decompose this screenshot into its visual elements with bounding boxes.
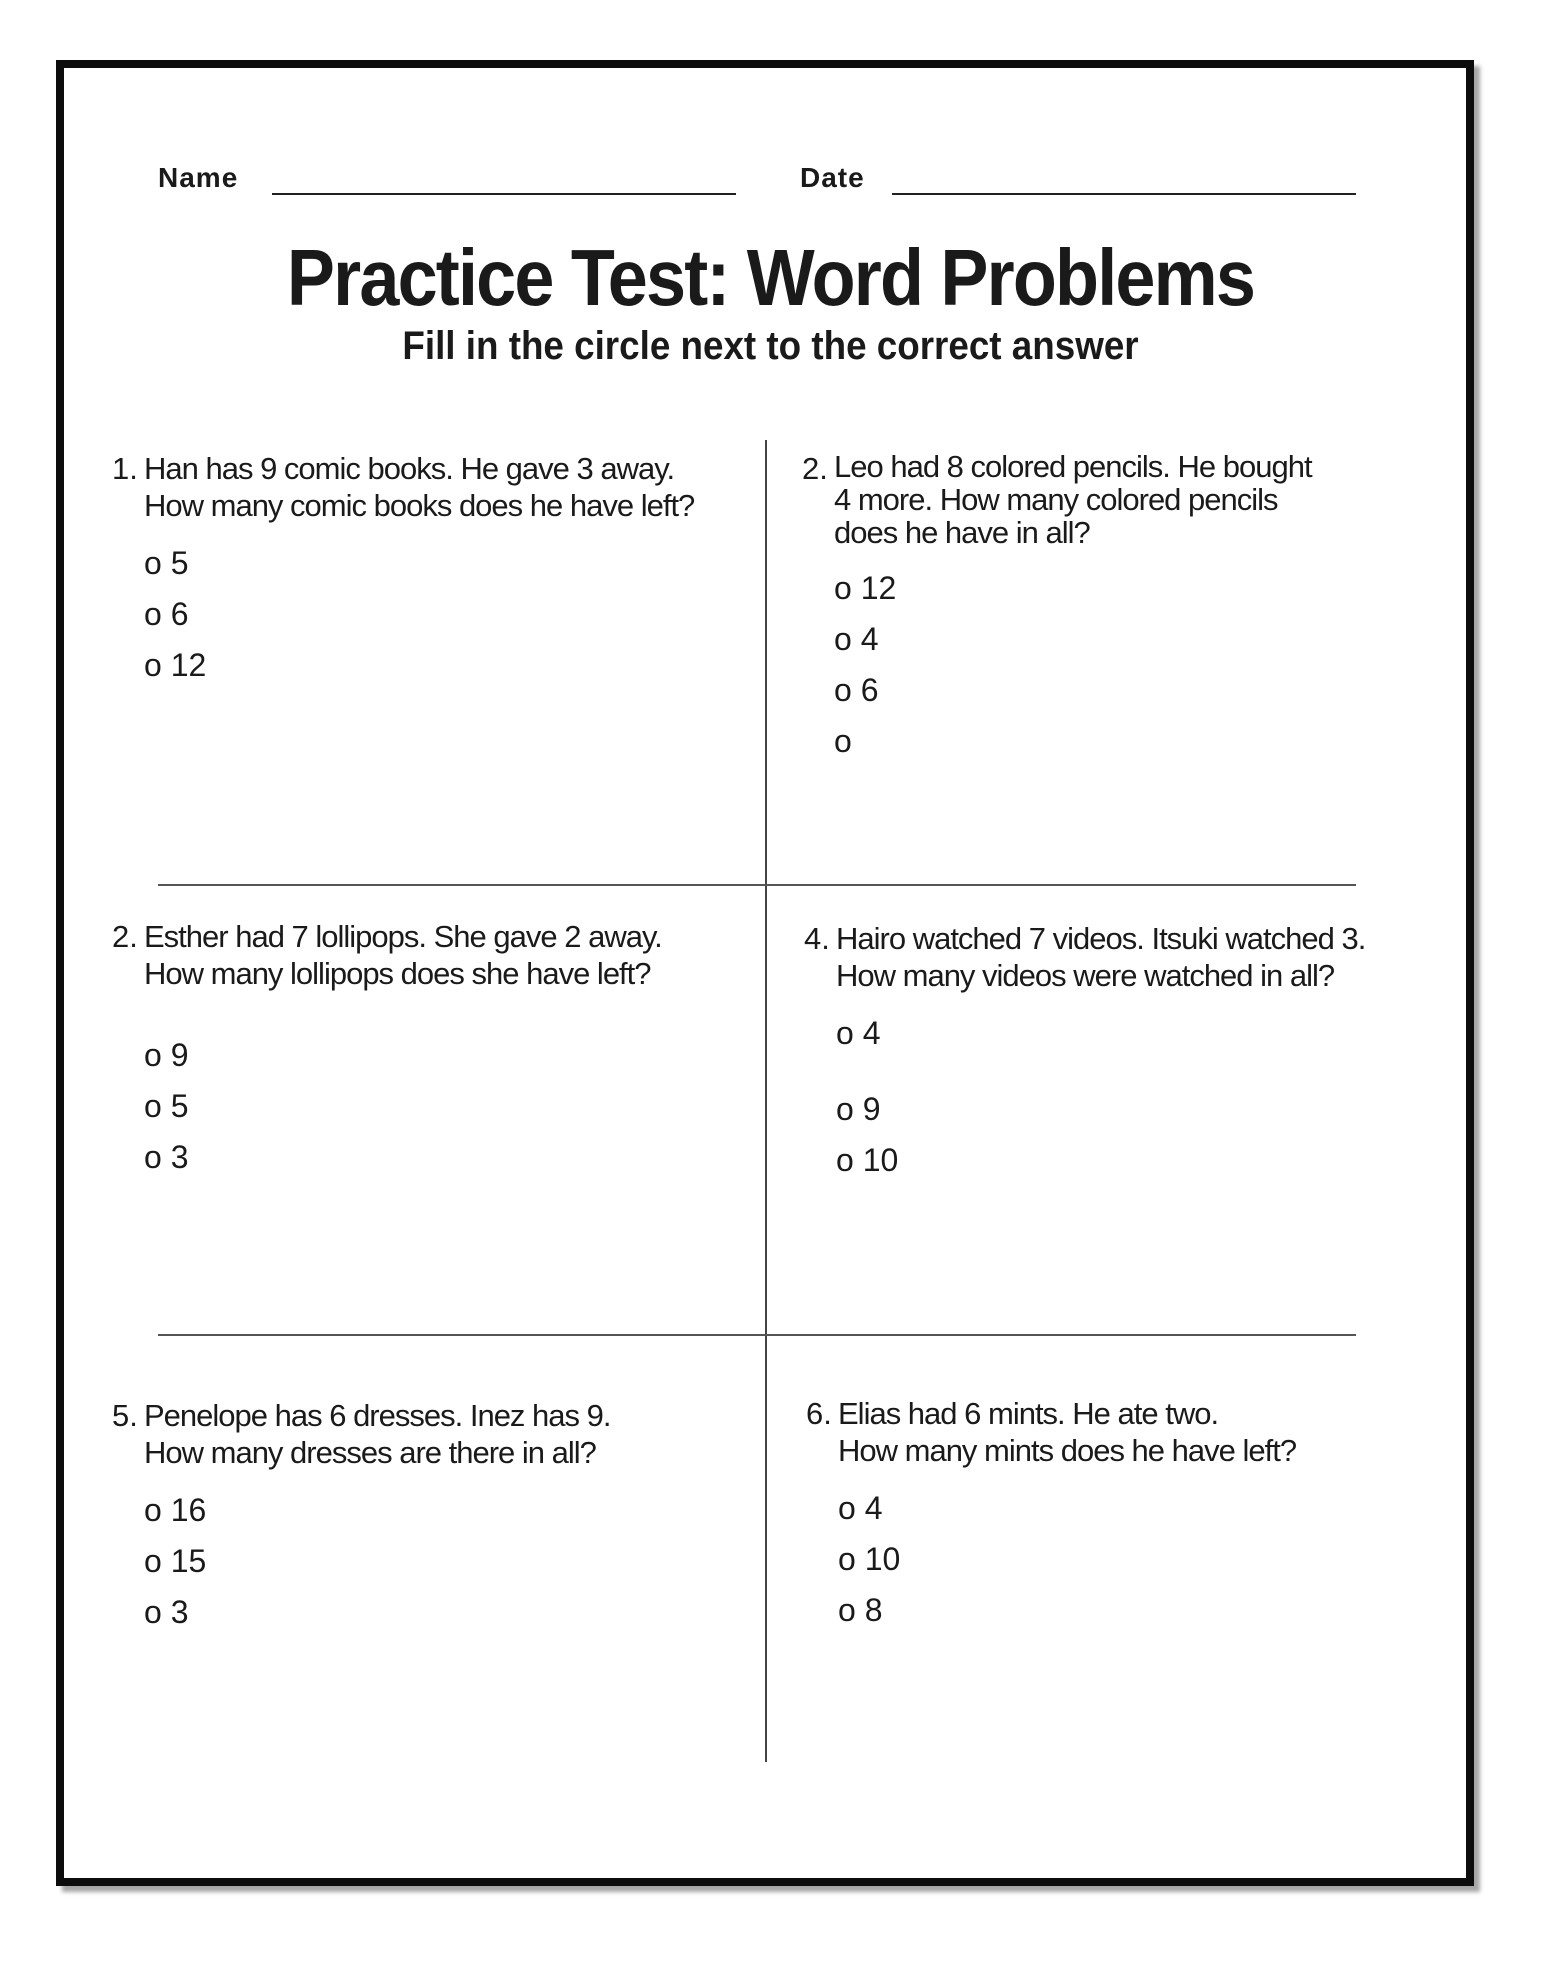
problem-number: 1.	[112, 451, 138, 486]
question-line: How many videos were watched in all?	[836, 958, 1335, 993]
question-line: How many comic books does he have left?	[144, 488, 695, 523]
answer-option[interactable]: o 4	[836, 1015, 881, 1051]
center-divider	[765, 440, 767, 1762]
problem-2	[802, 450, 1402, 767]
answer-option[interactable]: o 9	[144, 1037, 189, 1073]
problem-number: 4.	[804, 921, 830, 956]
answer-option[interactable]: o 15	[144, 1543, 207, 1579]
answer-option[interactable]: o 10	[838, 1541, 901, 1577]
answer-option[interactable]: o 4	[838, 1490, 883, 1526]
question-line: 4 more. How many colored pencils	[834, 482, 1278, 517]
problem-3	[112, 918, 712, 1183]
answer-option[interactable]: o 5	[144, 545, 189, 581]
question-line: Elias had 6 mints. He ate two.	[838, 1396, 1219, 1431]
problem-6	[806, 1395, 1406, 1636]
problem-number: 5.	[112, 1398, 138, 1433]
question-line: Han has 9 comic books. He gave 3 away.	[144, 451, 675, 486]
answer-option[interactable]: o 4	[834, 621, 879, 657]
problem-5	[112, 1397, 712, 1638]
problem-number: 6.	[806, 1396, 832, 1431]
page-title: Practice Test: Word Problems	[286, 233, 1255, 322]
answer-option[interactable]: o 16	[144, 1492, 207, 1528]
answer-option[interactable]: o 6	[834, 672, 879, 708]
question-line: How many dresses are there in all?	[144, 1435, 596, 1470]
answer-option[interactable]: o 3	[144, 1139, 189, 1175]
row-divider-2	[158, 1334, 1356, 1336]
problem-number: 2.	[112, 919, 138, 954]
answer-option[interactable]: o 5	[144, 1088, 189, 1124]
question-line: Penelope has 6 dresses. Inez has 9.	[144, 1398, 611, 1433]
page-subtitle: Fill in the circle next to the correct answer	[402, 324, 1139, 368]
question-line: Esther had 7 lollipops. She gave 2 away.	[144, 919, 662, 954]
answer-option[interactable]: o 3	[144, 1594, 189, 1630]
question-line: Hairo watched 7 videos. Itsuki watched 3.	[836, 921, 1366, 956]
problem-4	[804, 920, 1404, 1186]
answer-option[interactable]: o	[834, 723, 852, 759]
question-line: Leo had 8 colored pencils. He bought	[834, 449, 1312, 484]
question-line: How many mints does he have left?	[838, 1433, 1297, 1468]
answer-option[interactable]: o 9	[836, 1091, 881, 1127]
problem-1	[112, 450, 712, 691]
question-line: How many lollipops does she have left?	[144, 956, 651, 991]
row-divider-1	[158, 884, 1356, 886]
answer-option[interactable]: o 10	[836, 1142, 899, 1178]
answer-option[interactable]: o 12	[834, 570, 897, 606]
answer-option[interactable]: o 8	[838, 1592, 883, 1628]
answer-option[interactable]: o 12	[144, 647, 207, 683]
name-line[interactable]	[272, 193, 736, 195]
problem-number: 2.	[802, 451, 828, 486]
date-line[interactable]	[892, 193, 1356, 195]
name-label: Name	[158, 162, 239, 193]
answer-option[interactable]: o 6	[144, 596, 189, 632]
question-line: does he have in all?	[834, 515, 1090, 550]
date-label: Date	[800, 162, 865, 193]
